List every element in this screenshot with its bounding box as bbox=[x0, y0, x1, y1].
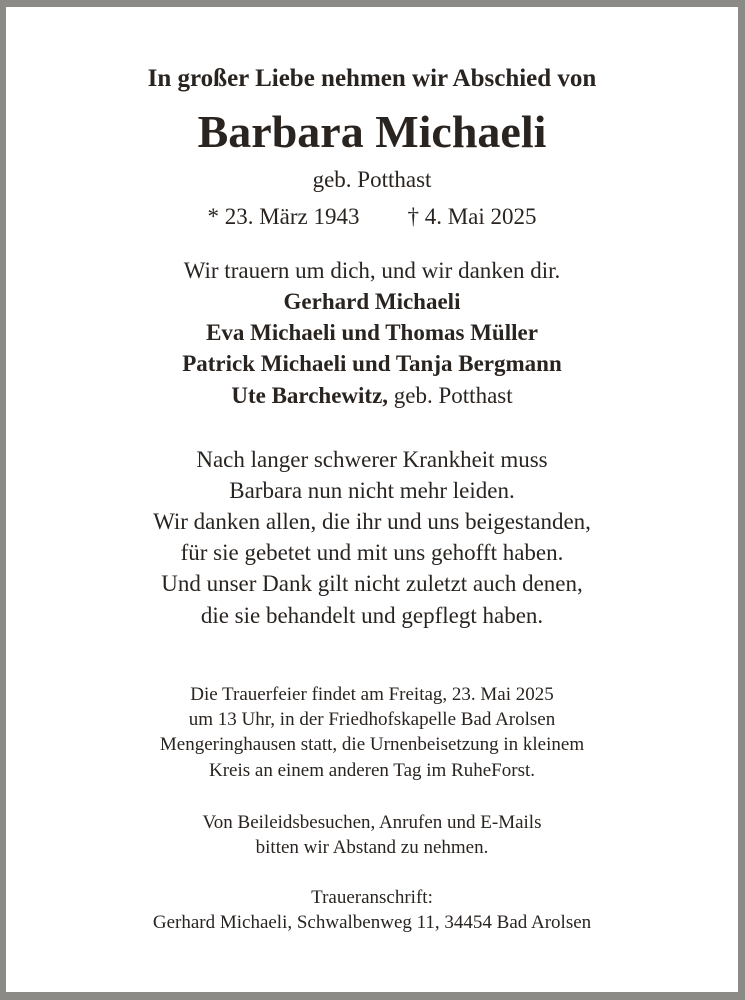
message-line: die sie behandelt und gepflegt haben. bbox=[200, 603, 544, 628]
message-line: Nach langer schwerer Krankheit muss bbox=[196, 447, 548, 472]
request-line: bitten wir Abstand zu nehmen. bbox=[255, 837, 489, 858]
message-line: Barbara nun nicht mehr leiden. bbox=[229, 478, 515, 503]
obituary-notice bbox=[6, 7, 738, 992]
address-value: Gerhard Michaeli, Schwalbenweg 11, 34454 Bad Arolsen bbox=[152, 912, 592, 933]
ceremony-line: Mengeringhausen statt, die Urnenbeisetzung in kleinem bbox=[159, 734, 585, 755]
message-line: Und unser Dank gilt nicht zuletzt auch denen, bbox=[161, 571, 583, 596]
death-date: † 4. Mai 2025 bbox=[407, 204, 537, 229]
mourner-maiden-name: geb. Potthast bbox=[388, 383, 513, 408]
birth-date: * 23. März 1943 bbox=[207, 204, 360, 229]
mourner-name-bold: Ute Barchewitz, bbox=[231, 383, 389, 408]
maiden-name: geb. Potthast bbox=[312, 167, 432, 192]
request-line: Von Beileidsbesuchen, Anrufen und E-Mails bbox=[202, 812, 542, 833]
ceremony-line: um 13 Uhr, in der Friedhofskapelle Bad Arolsen bbox=[188, 709, 556, 730]
mourner-name: Patrick Michaeli und Tanja Bergmann bbox=[182, 351, 562, 376]
ceremony-line: Kreis an einem anderen Tag im RuheForst. bbox=[209, 760, 535, 781]
intro-heading: In großer Liebe nehmen wir Abschied von bbox=[147, 65, 597, 92]
mourner-name bbox=[6, 384, 738, 407]
deceased-name: Barbara Michaeli bbox=[197, 106, 547, 157]
message-line: Wir danken allen, die ihr und uns beigestanden, bbox=[153, 509, 591, 534]
mourner-name: Gerhard Michaeli bbox=[283, 289, 461, 314]
life-dates bbox=[6, 205, 738, 228]
message-line: für sie gebetet und mit uns gehofft haben. bbox=[180, 540, 564, 565]
address-label: Traueranschrift: bbox=[311, 887, 433, 908]
ceremony-line: Die Trauerfeier findet am Freitag, 23. Mai 2025 bbox=[190, 684, 554, 705]
mourners-intro: Wir trauern um dich, und wir danken dir. bbox=[183, 258, 561, 283]
mourner-name: Eva Michaeli und Thomas Müller bbox=[206, 320, 538, 345]
